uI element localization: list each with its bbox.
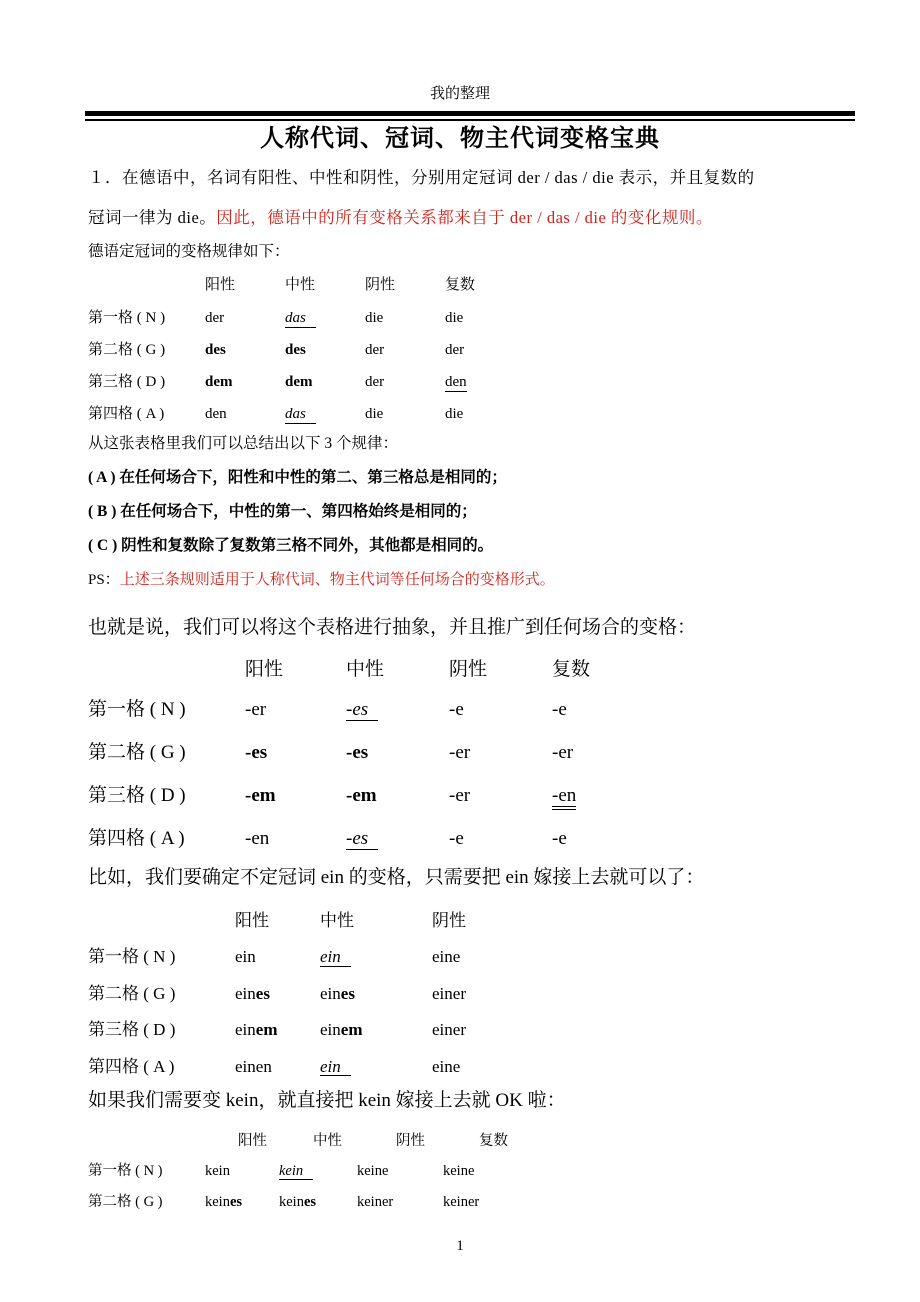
intro-line-2 bbox=[88, 198, 888, 238]
article-cell bbox=[445, 366, 475, 398]
case-label: 第四格 ( A ) bbox=[88, 406, 165, 422]
ending-cell: -e bbox=[552, 828, 567, 849]
case-label: 第四格 ( A ) bbox=[88, 828, 185, 849]
header-cell-neuter: 中性 bbox=[313, 1133, 342, 1149]
ending-cell bbox=[346, 688, 449, 731]
table-row-nominative bbox=[88, 688, 590, 731]
header-cell-masculine: 阳性 bbox=[245, 659, 284, 680]
rule-b: ( B ) 在任何场合下，中性的第一、第四格始终是相同的； bbox=[88, 503, 477, 520]
header-cell-neuter: 中性 bbox=[320, 911, 354, 930]
ending-cell-emphasis: -es bbox=[346, 829, 378, 850]
article-cell bbox=[320, 976, 432, 1013]
header-cell-neuter: 中性 bbox=[346, 659, 385, 680]
table-row-genitive bbox=[88, 976, 466, 1013]
header-divider-rule bbox=[85, 111, 855, 121]
article-cell: des bbox=[205, 342, 226, 358]
ending-cell: -er bbox=[449, 742, 471, 763]
table-row-accusative bbox=[88, 398, 475, 430]
header-cell-masculine: 阳性 bbox=[235, 911, 269, 930]
rules-caption: 从这张表格里我们可以总结出以下 3 个规律： bbox=[88, 435, 399, 452]
table-row-dative bbox=[88, 366, 475, 398]
table-row-dative bbox=[88, 1012, 466, 1049]
table-row-nominative bbox=[88, 302, 475, 334]
article-suffix: es bbox=[229, 1194, 243, 1210]
case-label: 第二格 ( G ) bbox=[88, 983, 176, 1003]
article-cell-emphasis: das bbox=[285, 311, 316, 328]
article-cell: dem bbox=[205, 374, 233, 390]
kein-table-intro: 如果我们需要变 kein，就直接把 kein 嫁接上去就 OK 啦： bbox=[88, 1090, 566, 1111]
intro-line-2-black: 冠词一律为 die。 bbox=[88, 208, 217, 227]
article-cell: ein bbox=[235, 947, 256, 966]
article-suffix: em bbox=[255, 1020, 278, 1039]
article-cell: des bbox=[285, 342, 306, 358]
article-cell bbox=[285, 398, 365, 430]
spacer-cell bbox=[88, 652, 245, 688]
ein-declension-table bbox=[88, 903, 466, 1085]
header-cell-plural: 复数 bbox=[479, 1133, 508, 1149]
article-cell: keine bbox=[443, 1163, 475, 1179]
article-cell-emphasis: kein bbox=[279, 1164, 313, 1180]
intro-paragraph bbox=[88, 158, 888, 238]
ending-cell: -e bbox=[449, 699, 464, 720]
ending-cell: -er bbox=[245, 699, 267, 720]
case-label: 第四格 ( A ) bbox=[88, 1056, 175, 1076]
article-cell: einer bbox=[432, 983, 466, 1003]
ending-cell: -er bbox=[552, 742, 574, 763]
intro-red-note: 因此，德语中的所有变格关系都来自于 der / das / die 的变化规则。 bbox=[216, 208, 713, 227]
header-cell-feminine: 阴性 bbox=[365, 277, 396, 293]
intro-line-1: １．在德语中，名词有阳性、中性和阴性，分别用定冠词 der / das / die 表示，并且复数的 bbox=[88, 168, 755, 187]
article-cell: dem bbox=[285, 374, 313, 390]
article-stem: ein bbox=[320, 983, 341, 1003]
table-row-genitive bbox=[88, 334, 475, 366]
article-cell: keine bbox=[357, 1163, 389, 1179]
table-row-accusative bbox=[88, 817, 590, 860]
page-number: 1 bbox=[456, 1238, 464, 1254]
table-row-nominative bbox=[88, 1156, 508, 1187]
article-cell: den bbox=[205, 406, 227, 422]
article-cell: die bbox=[445, 406, 464, 422]
article-cell: eine bbox=[432, 1056, 461, 1076]
table-header-row bbox=[88, 903, 466, 939]
header-cell-feminine: 阴性 bbox=[432, 911, 466, 930]
ending-cell: -e bbox=[552, 699, 567, 720]
header-cell-neuter: 中性 bbox=[285, 277, 316, 293]
ps-label: PS： bbox=[88, 572, 120, 588]
article-cell-emphasis: ein bbox=[320, 948, 351, 967]
ending-cell-emphasis: -es bbox=[346, 700, 378, 721]
header-cell-masculine: 阳性 bbox=[238, 1133, 267, 1149]
article-cell: kein bbox=[205, 1163, 230, 1179]
article-cell bbox=[205, 1187, 279, 1218]
article-cell bbox=[279, 1156, 357, 1187]
table-row-genitive bbox=[88, 731, 590, 774]
header-cell-feminine: 阴性 bbox=[396, 1133, 425, 1149]
table-row-dative bbox=[88, 774, 590, 817]
article-cell: der bbox=[365, 374, 385, 390]
ending-cell: -em bbox=[245, 785, 276, 806]
ending-cell-double-underlined: -en bbox=[552, 786, 576, 810]
table-header-row bbox=[88, 268, 475, 302]
article-suffix: em bbox=[340, 1020, 363, 1039]
case-label: 第三格 ( D ) bbox=[88, 1020, 176, 1039]
definite-article-table bbox=[88, 268, 475, 430]
spacer-cell bbox=[88, 268, 205, 302]
article-suffix: es bbox=[303, 1194, 317, 1210]
article-cell-underlined: den bbox=[445, 374, 467, 390]
case-label: 第二格 ( G ) bbox=[88, 1194, 163, 1210]
case-label: 第一格 ( N ) bbox=[88, 1163, 163, 1179]
article-cell: keiner bbox=[357, 1194, 394, 1210]
case-label: 第三格 ( D ) bbox=[88, 785, 186, 806]
ending-cell: -es bbox=[245, 742, 268, 763]
case-label: 第一格 ( N ) bbox=[88, 699, 186, 720]
header-cell-plural: 复数 bbox=[445, 277, 476, 293]
ein-table-intro: 比如，我们要确定不定冠词 ein 的变格，只需要把 ein 嫁接上去就可以了： bbox=[88, 867, 705, 888]
article-cell: die bbox=[365, 406, 384, 422]
case-label: 第二格 ( G ) bbox=[88, 742, 186, 763]
spacer-cell bbox=[88, 903, 235, 939]
article-cell bbox=[320, 939, 432, 976]
ending-cell: -er bbox=[449, 785, 471, 806]
header-cell-masculine: 阳性 bbox=[205, 277, 236, 293]
article-cell: der bbox=[205, 310, 225, 326]
article-suffix: es bbox=[340, 983, 355, 1003]
article-cell-emphasis: das bbox=[285, 407, 316, 424]
article-stem: kein bbox=[205, 1194, 230, 1210]
table-row-nominative bbox=[88, 939, 466, 976]
ending-cell: -e bbox=[449, 828, 464, 849]
article-cell: eine bbox=[432, 947, 461, 966]
spacer-cell bbox=[88, 1126, 238, 1156]
ending-cell: -en bbox=[245, 828, 270, 849]
article-cell: der bbox=[445, 342, 465, 358]
ending-cell: -em bbox=[346, 785, 377, 806]
table-row-genitive bbox=[88, 1187, 508, 1218]
article-stem: ein bbox=[235, 983, 256, 1003]
rule-a: ( A ) 在任何场合下，阳性和中性的第二、第三格总是相同的； bbox=[88, 469, 507, 486]
article-cell: einer bbox=[432, 1020, 466, 1039]
header-cell-plural: 复数 bbox=[552, 659, 591, 680]
article-stem: ein bbox=[320, 1020, 341, 1039]
ending-cell bbox=[346, 817, 449, 860]
article-cell bbox=[285, 302, 365, 334]
article-stem: kein bbox=[279, 1194, 304, 1210]
article-cell: die bbox=[365, 310, 384, 326]
case-label: 第三格 ( D ) bbox=[88, 374, 166, 390]
article-cell: die bbox=[445, 310, 464, 326]
header-cell-feminine: 阴性 bbox=[449, 659, 488, 680]
article-cell bbox=[279, 1187, 357, 1218]
article-stem: ein bbox=[235, 1020, 256, 1039]
rule-c: ( C ) 阴性和复数除了复数第三格不同外，其他都是相同的。 bbox=[88, 537, 494, 554]
case-label: 第一格 ( N ) bbox=[88, 310, 166, 326]
table-row-accusative bbox=[88, 1049, 466, 1086]
article-cell bbox=[320, 1012, 432, 1049]
ending-cell: -es bbox=[346, 742, 369, 763]
article-cell: keiner bbox=[443, 1194, 480, 1210]
abstract-table-intro: 也就是说，我们可以将这个表格进行抽象，并且推广到任何场合的变格： bbox=[88, 617, 697, 638]
article-cell bbox=[235, 1012, 320, 1049]
definite-article-table-caption: 德语定冠词的变格规律如下： bbox=[88, 243, 290, 260]
case-label: 第一格 ( N ) bbox=[88, 947, 176, 966]
article-suffix: es bbox=[255, 983, 270, 1003]
rules-list bbox=[88, 468, 555, 590]
article-cell-emphasis: ein bbox=[320, 1058, 351, 1077]
article-cell: der bbox=[365, 342, 385, 358]
ps-text: 上述三条规则适用于人称代词、物主代词等任何场合的变格形式。 bbox=[119, 572, 555, 588]
article-cell bbox=[320, 1049, 432, 1086]
table-header-row bbox=[88, 652, 590, 688]
table-header-row bbox=[88, 1126, 508, 1156]
abstract-endings-table bbox=[88, 652, 590, 860]
case-label: 第二格 ( G ) bbox=[88, 342, 166, 358]
page-header-text: 我的整理 bbox=[429, 86, 490, 102]
article-cell: einen bbox=[235, 1056, 272, 1076]
page-title: 人称代词、冠词、物主代词变格宝典 bbox=[260, 126, 660, 152]
kein-declension-table bbox=[88, 1126, 508, 1218]
ending-cell bbox=[552, 774, 590, 817]
ps-note bbox=[88, 570, 555, 590]
article-cell bbox=[235, 976, 320, 1013]
